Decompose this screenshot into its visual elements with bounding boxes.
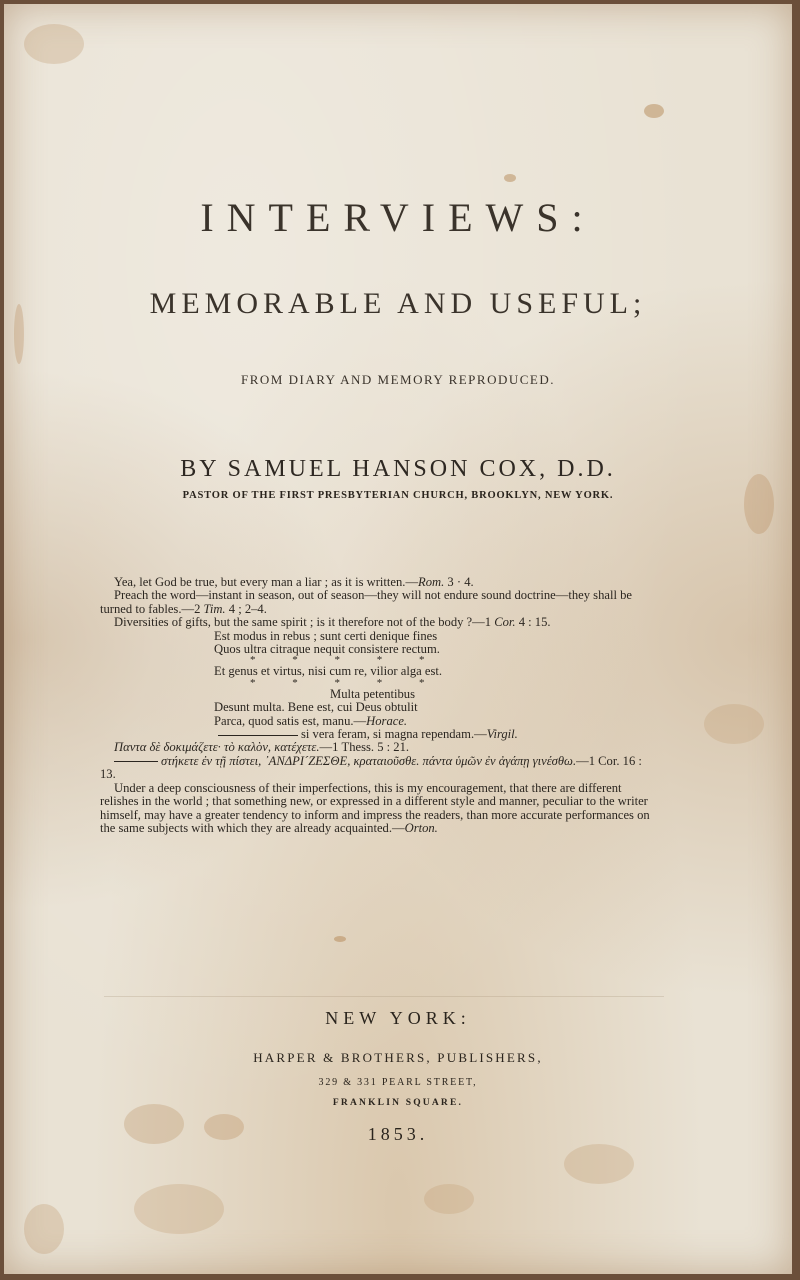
horace-verse-line: Et genus et virtus, nisi cum re, vilior alga est. [214,664,443,679]
horace-verse-line: Multa petentibus [330,686,415,701]
foxing-stain [424,1184,474,1214]
title-page [4,4,792,1274]
foxing-stain [24,1204,64,1254]
divider [104,996,664,997]
epigraph-corinthians-greek: στήκετε ἐν τῇ πίστει, ᾽ΑΝΔΡΙ´ΖΕΣΘΕ, κραταιοῦσθε. πάντα ὑμῶν ἐν ἀγάπῃ γινέσθω.—1 Cor. 16 : 13. [100,753,642,782]
foxing-stain [744,474,774,534]
epigraph-timothy: Preach the word—instant in season, out of season—they will not endure sound doctrine—they shall be turned to fables.—2 Tim. 4 ; 2–4. [100,588,632,616]
source-line: FROM DIARY AND MEMORY REPRODUCED. [241,372,555,387]
imprint-address: 329 & 331 PEARL STREET, [318,1077,478,1088]
book-subtitle: MEMORABLE AND USEFUL; [149,287,647,320]
imprint-publisher: HARPER & BROTHERS, PUBLISHERS, [253,1050,543,1065]
verse-separator: * * * * * [250,654,425,667]
epigraph-corinthians: Diversities of gifts, but the same spirit ; is it therefore not of the body ?—1 Cor. 4 : 15. [114,615,551,630]
author-line: BY SAMUEL HANSON COX, D.D. [180,456,616,482]
foxing-stain [134,1184,224,1234]
epigraph-romans: Yea, let God be true, but every man a liar ; as it is written.—Rom. 3 · 4. [114,575,474,589]
foxing-stain [334,936,346,942]
author-position: PASTOR OF THE FIRST PRESBYTERIAN CHURCH, BROOKLYN, NEW YORK. [182,490,614,501]
foxing-stain [24,24,84,64]
horace-verse-line: Est modus in rebus ; sunt certi denique fines [214,628,438,643]
imprint-year: 1853. [367,1124,429,1144]
verse-separator: * * * * * [250,676,425,689]
virgil-line: si vera feram, si magna rependam.—Virgil. [100,728,650,741]
foxing-stain [704,704,764,744]
foxing-stain [644,104,664,118]
book-title: INTERVIEWS: [200,195,596,240]
horace-verse-line: Desunt multa. Bene est, cui Deus obtulit [214,700,418,715]
horace-verse-line: Parca, quod satis est, manu.—Horace. [214,713,408,728]
horace-verse-line: Quos ultra citraque nequit consistere rectum. [214,642,440,657]
epigraph-orton: Under a deep consciousness of their imperfections, this is my encouragement, that there are different relishes in the world ; that something new, or expressed in a different style and manner, peculiar to the writer himself, may have a greater tendency to inform and impress the readers, than more accurate performances on the same subjects with which they are already acquainted.—Orton. [100,780,650,835]
imprint-square: FRANKLIN SQUARE. [332,1098,464,1108]
foxing-stain [504,174,516,182]
imprint-city: NEW YORK: [325,1008,471,1028]
foxing-stain [564,1144,634,1184]
epigraph-thessalonians: Παντα δὲ δοκιμάζετε· τὸ καλὸν, κατέχετε.—1 Thess. 5 : 21. [114,740,410,755]
epigraphs [100,576,650,835]
